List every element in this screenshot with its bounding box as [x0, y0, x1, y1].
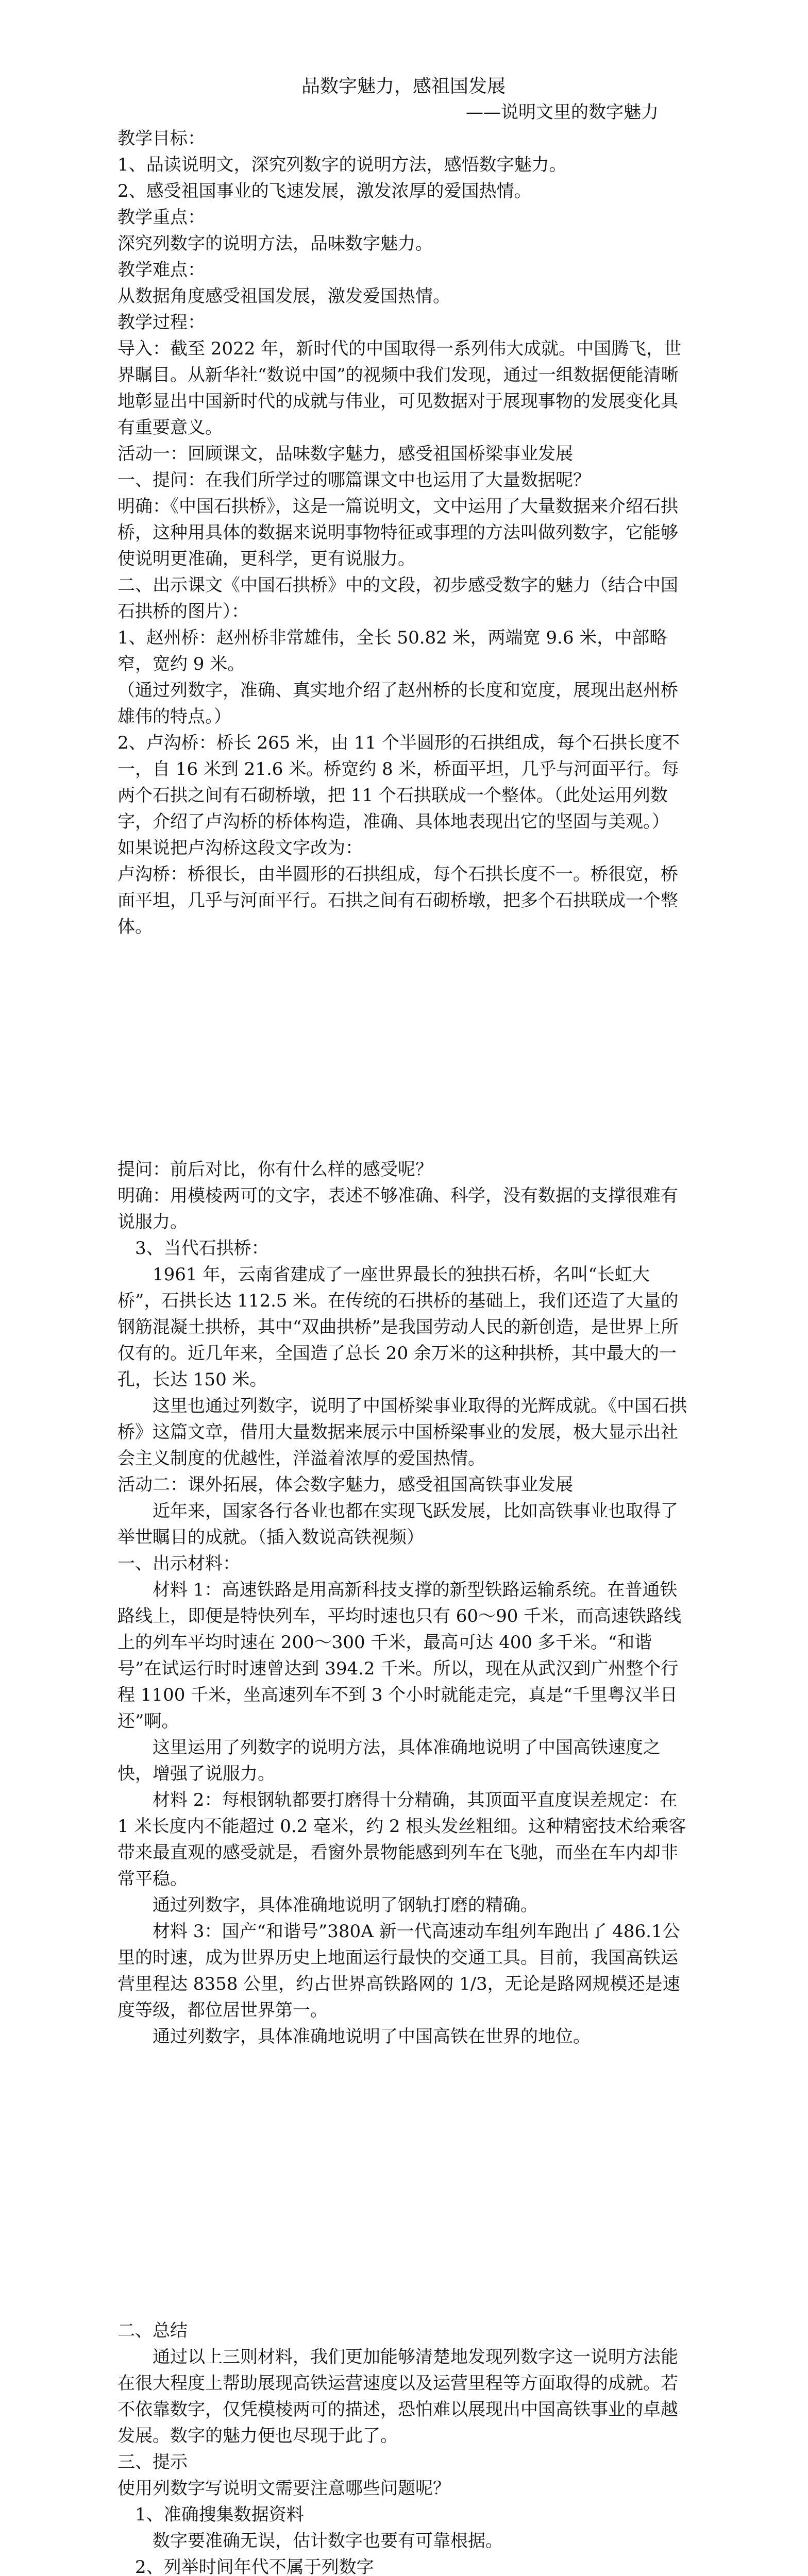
- modern-bridge-note: 这里也通过列数字，说明了中国桥梁事业取得的光辉成就。《中国石拱桥》这篇文章，借用大量数据来展示中国桥梁事业的发展，极大显示出社会主义制度的优越性，洋溢着浓厚的爱国热情。: [117, 1396, 687, 1469]
- materials-label: 一、出示材料：: [117, 1553, 240, 1574]
- difficulty-text: 从数据角度感受祖国发展，激发爱国热情。: [117, 286, 450, 307]
- rewrite-text: 卢沟桥：桥很长，由半圆形的石拱组成，每个石拱长度不一。桥很宽，桥面平坦，几乎与河面平行。石拱之间有石砌桥墩，把多个石拱联成一个整体。: [117, 864, 678, 937]
- difficulty-label: 教学难点：: [117, 260, 205, 280]
- summary-text: 通过以上三则材料，我们更加能够清楚地发现列数字这一说明方法能在很大程度上帮助展现高铁运营速度以及运营里程等方面取得的成就。若不依靠数字，仅凭模棱两可的描述，恐怕难以展现出中国高铁事业的卓越发展。数字的魅力便也尽现于此了。: [117, 2347, 678, 2446]
- answer-three: 明确：用模棱两可的文字，表述不够准确、科学，没有数据的支撑很难有说服力。: [117, 1185, 678, 1232]
- intro-paragraph: 导入：截至 2022 年，新时代的中国取得一系列伟大成就。中国腾飞，世界瞩目。从新华社“数说中国”的视频中我们发现，通过一组数据便能清晰地彰显出中国新时代的成就与伟业，可见数据对于展现事物的发展变化具有重要意义。: [117, 338, 682, 438]
- rewrite-question: 如果说把卢沟桥这段文字改为：: [117, 838, 363, 858]
- summary-label: 二、总结: [117, 2320, 188, 2341]
- zhaozhou-note: （通过列数字，准确、真实地介绍了赵州桥的长度和宽度，展现出赵州桥雄伟的特点。）: [117, 680, 678, 727]
- question-one: 一、提问：在我们所学过的哪篇课文中也运用了大量数据呢？: [117, 470, 591, 490]
- blank-space: [117, 940, 689, 1157]
- modern-bridge-label: 3、当代石拱桥：: [135, 1238, 269, 1259]
- document-body: [117, 73, 689, 2576]
- tip-one: 1、准确搜集数据资料: [135, 2504, 304, 2525]
- focus-text: 深究列数字的说明方法，品味数字魅力。: [117, 233, 433, 254]
- material-three: 材料 3：国产“和谐号”380A 新一代高速动车组列车跑出了 486.1公里的时速，成为世界历史上地面运行最快的交通工具。目前，我国高铁运营里程达 8358 公里，约占世界高铁路网的 1/3，无论是路网规模还是速度等级，都位居世界第一。: [117, 1921, 680, 2021]
- goal-item: 2、感受祖国事业的飞速发展，激发浓厚的爱国热情。: [117, 181, 532, 201]
- goal-item: 1、品读说明文，深究列数字的说明方法，感悟数字魅力。: [117, 155, 567, 175]
- process-label: 教学过程：: [117, 312, 205, 333]
- tips-label: 三、提示: [117, 2452, 188, 2472]
- material-one: 材料 1：高速铁路是用高新科技支撑的新型铁路运输系统。在普通铁路线上，即便是特快列车，平均时速也只有 60～90 千米，而高速铁路线上的列车平均时速在 200～300 千米，最高可达 400 多千米。“和谐号”在试运行时时速曾达到 394.2 千米。所以，现在从武汉到广州整个行程 1100 千米，坐高速列车不到 3 个小时就能走完，真是“千里粤汉半日还”啊。: [117, 1580, 682, 1732]
- goals-label: 教学目标：: [117, 128, 205, 149]
- material-two-note: 通过列数字，具体准确地说明了钢轨打磨的精确。: [153, 1895, 538, 1916]
- material-two: 材料 2：每根钢轨都要打磨得十分精确，其顶面平直度误差规定：在 1 米长度内不能超过 0.2 毫米，约 2 根头发丝粗细。这种精密技术给乘客带来最直观的感受就是，看窗外景物能感到列车在飞驰，而坐在车内却非常平稳。: [117, 1790, 686, 1889]
- focus-label: 教学重点：: [117, 207, 205, 228]
- document-title: 品数字魅力，感祖国发展: [301, 76, 506, 97]
- tip-one-detail: 数字要准确无误，估计数字也要有可靠根据。: [153, 2531, 503, 2551]
- blank-space: [117, 2050, 689, 2318]
- activity-two-heading: 活动二：课外拓展，体会数字魅力，感受祖国高铁事业发展: [117, 1475, 573, 1495]
- rail-intro: 近年来，国家各行各业也都在实现飞跃发展，比如高铁事业也取得了举世瞩目的成就。（插入数说高铁视频）: [117, 1501, 678, 1548]
- tip-two: 2、列举时间年代不属于列数字: [135, 2557, 374, 2576]
- question-three: 提问：前后对比，你有什么样的感受呢？: [117, 1159, 433, 1180]
- material-one-note: 这里运用了列数字的说明方法，具体准确地说明了中国高铁速度之快，增强了说服力。: [117, 1737, 661, 1784]
- document-subtitle: ——说明文里的数字魅力: [466, 102, 659, 123]
- lugou-bridge-text: 2、卢沟桥：桥长 265 米，由 11 个半圆形的石拱组成，每个石拱长度不一，自 16 米到 21.6 米。桥宽约 8 米，桥面平坦，几乎与河面平行。每两个石拱之间有石砌桥墩，把 11 个石拱联成一个整体。（此处运用列数字，介绍了卢沟桥的桥体构造，准确、具体地表现出它的坚固与美观。）: [117, 733, 680, 832]
- activity-one-heading: 活动一：回顾课文，品味数字魅力，感受祖国桥梁事业发展: [117, 444, 573, 464]
- modern-bridge-text: 1961 年，云南省建成了一座世界最长的独拱石桥，名叫“长虹大桥”，石拱长达 112.5 米。在传统的石拱桥的基础上，我们还造了大量的钢筋混凝土拱桥，其中“双曲拱桥”是我国劳动人民的新创造，是世界上所仅有的。近几年来，全国造了总长 20 余万米的这种拱桥，其中最大的一孔，长达 150 米。: [117, 1264, 679, 1390]
- tips-question: 使用列数字写说明文需要注意哪些问题呢？: [117, 2478, 450, 2499]
- answer-one: 明确：《中国石拱桥》，这是一篇说明文，文中运用了大量数据来介绍石拱桥，这种用具体的数据来说明事物特征或事理的方法叫做列数字，它能够使说明更准确，更科学，更有说服力。: [117, 496, 678, 569]
- question-two: 二、出示课文《中国石拱桥》中的文段，初步感受数字的魅力（结合中国石拱桥的图片）：: [117, 575, 678, 622]
- zhaozhou-bridge-text: 1、赵州桥：赵州桥非常雄伟，全长 50.82 米，两端宽 9.6 米，中部略窄，宽约 9 米。: [117, 628, 667, 674]
- material-three-note: 通过列数字，具体准确地说明了中国高铁在世界的地位。: [153, 2026, 591, 2047]
